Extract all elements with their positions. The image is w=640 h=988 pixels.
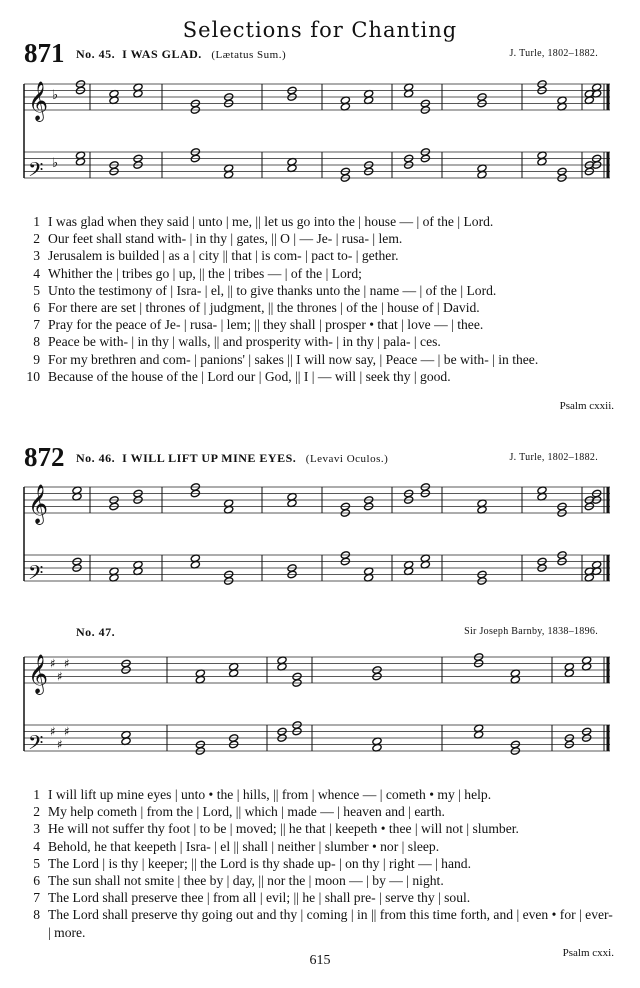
sharp-icon: ♯ xyxy=(57,737,63,752)
page-title: Selections for Chanting xyxy=(182,18,458,42)
music-score-chant-47 xyxy=(22,645,618,769)
composer: J. Turle, 1802–1882. xyxy=(509,452,598,463)
verses-871 xyxy=(24,213,614,385)
verse-line: 2 My help cometh | from the | Lord, || which | made — | heaven and | earth. xyxy=(33,804,445,820)
sharp-icon: ♯ xyxy=(57,669,63,684)
sharp-icon: ♯ xyxy=(64,724,70,739)
verse-line: 3 He will not suffer thy foot | to be | moved; || he that | keepeth • thee | will not | slumber. xyxy=(33,821,519,837)
verse-line: 4 Behold, he that keepeth | Isra- | el || shall | neither | slumber • nor | sleep. xyxy=(33,838,440,854)
verse-line: 7 Pray for the peace of Je- | rusa- | lem; || they shall | prosper • that | love — | thee. xyxy=(33,317,484,333)
verse-line: 5 Unto the testimony of | Isra- | el, || to give thanks unto the | name — | of the | Lord. xyxy=(33,282,497,298)
music-score-872 xyxy=(22,475,618,599)
hymn-number: 871 xyxy=(24,38,65,68)
verse-line: 6 For there are set | thrones of | judgment, || the thrones | of the | house of | David. xyxy=(33,300,480,316)
treble-clef-icon: 𝄞 xyxy=(28,484,49,524)
chant-latin: (Lætatus Sum.) xyxy=(211,49,287,61)
verses-872 xyxy=(24,786,614,941)
verse-line: 5 The Lord | is thy | keeper; || the Lord is thy shade up- | on thy | right — | hand. xyxy=(33,855,472,871)
verse-line: 4 Whither the | tribes go | up, || the | tribes — | of the | Lord; xyxy=(33,265,362,281)
chant-number: No. 47. xyxy=(76,625,116,639)
treble-clef-icon: 𝄞 xyxy=(28,654,49,694)
page-number: 615 xyxy=(309,953,331,968)
sharp-icon: ♯ xyxy=(50,724,56,739)
verse-line: 7 The Lord shall preserve thee | from all | evil; || he | shall pre- | serve thy | soul. xyxy=(33,890,471,906)
psalm-reference: Psalm cxxi. xyxy=(562,947,614,959)
verse-line: 10 Because of the house of the | Lord our | God, || I | — will | seek thy | good. xyxy=(26,368,451,384)
composer: Sir Joseph Barnby, 1838–1896. xyxy=(464,626,598,637)
flat-icon: ♭ xyxy=(52,156,59,171)
flat-icon: ♭ xyxy=(52,88,59,103)
verse-line: 8 The Lord shall preserve thy going out and thy | coming | in || from this time forth, and | even • for | ever- | more. xyxy=(33,907,613,940)
sharp-icon: ♯ xyxy=(64,656,70,671)
treble-clef-icon: 𝄞 xyxy=(28,81,49,121)
chant-title xyxy=(76,47,286,62)
hymn-number: 872 xyxy=(24,442,65,472)
verse-line: 6 The sun shall not smite | thee by | day, || nor the | moon — | by — | night. xyxy=(33,873,444,889)
chant-number: No. 46. xyxy=(76,451,116,465)
verse-line: 3 Jerusalem is builded | as a | city || that | is com- | pact to- | gether. xyxy=(33,248,399,264)
verse-line: 9 For my brethren and com- | panions' | sakes || I will now say, | Peace — | be with- | in thee. xyxy=(33,351,539,367)
verse-line: 8 Peace be with- | in thy | walls, || and prosperity with- | in thy | pala- | ces. xyxy=(33,334,441,350)
chant-47-header xyxy=(24,622,616,646)
chant-name: I WILL LIFT UP MINE EYES. xyxy=(122,451,297,465)
verse-line: 2 Our feet shall stand with- | in thy | gates, || O | — Je- | rusa- | lem. xyxy=(33,231,403,247)
sharp-icon: ♯ xyxy=(50,656,56,671)
bass-clef-icon: 𝄢 xyxy=(28,158,44,186)
verse-line: 1 I was glad when they said | unto | me, || let us go into the | house — | of the | Lord. xyxy=(33,214,494,229)
psalm-reference: Psalm cxxii. xyxy=(559,400,614,412)
chant-name: I WAS GLAD. xyxy=(122,47,202,61)
composer: J. Turle, 1802–1882. xyxy=(509,48,598,59)
bass-clef-icon: 𝄢 xyxy=(28,731,44,759)
hymn-872-header xyxy=(24,442,616,472)
verse-line: 1 I will lift up mine eyes | unto • the | hills, || from | whence — | cometh • my | help. xyxy=(33,787,492,802)
music-score-871 xyxy=(22,72,618,196)
chant-title xyxy=(76,451,388,466)
hymn-871-header xyxy=(24,38,616,68)
chant-latin: (Levavi Oculos.) xyxy=(305,453,389,465)
bass-clef-icon: 𝄢 xyxy=(28,561,44,589)
chant-number: No. 45. xyxy=(76,47,116,61)
